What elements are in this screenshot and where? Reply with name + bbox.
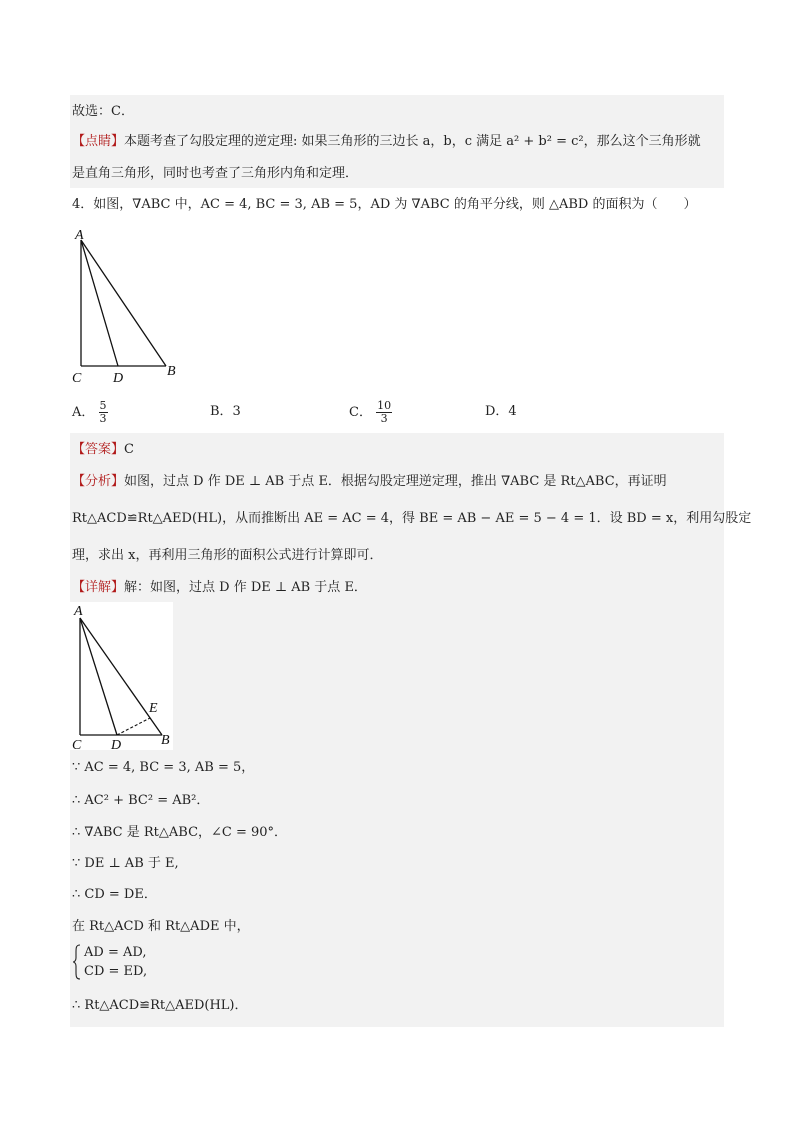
detail-line <box>72 579 367 597</box>
answer-value: C <box>124 442 134 457</box>
step-conclusion: ∴ Rt△ACD≌Rt△AED(HL)． <box>72 998 248 1013</box>
option-c-fraction <box>376 400 392 425</box>
option-a[interactable] <box>72 400 108 425</box>
analysis-line-2: Rt△ACD≌Rt△AED(HL)，从而推断出 AE = AC = 4，得 BE = AB − AE = 5 − 4 = 1．设 BD = x，利用勾股定 <box>72 511 752 526</box>
previous-answer: 故选：C． <box>72 104 134 119</box>
step-2: ∴ AC² + BC² = AB²． <box>72 793 210 808</box>
side-ab <box>81 240 166 366</box>
answer-tag: 【答案】 <box>72 442 125 457</box>
option-a-fraction <box>99 400 108 425</box>
label-a-2: A <box>74 604 83 619</box>
perpendicular-de <box>117 718 150 735</box>
analysis-line-3: 理，求出 x，再利用三角形的面积公式进行计算即可． <box>72 548 383 563</box>
label-e-2: E <box>149 701 158 716</box>
option-c-numerator: 10 <box>377 399 392 412</box>
system-brace <box>72 944 82 980</box>
step-5: ∴ CD = DE． <box>72 887 157 902</box>
option-d[interactable]: D．4 <box>485 404 517 419</box>
label-c-2: C <box>72 738 82 750</box>
option-a-numerator: 5 <box>99 399 107 412</box>
system-eq-1: AD = AD, <box>84 945 147 960</box>
label-b-2: B <box>161 733 170 748</box>
label-d: D <box>113 371 124 386</box>
option-b[interactable]: B．3 <box>210 404 241 419</box>
label-c: C <box>72 371 82 386</box>
option-a-label: A． <box>72 405 95 420</box>
step-3: ∴ ∇ABC 是 Rt△ABC，∠C = 90°． <box>72 825 288 840</box>
step-1: ∵ AC = 4, BC = 3, AB = 5， <box>72 760 255 775</box>
remark-text-1: 本题考查了勾股定理的逆定理: 如果三角形的三边长 a，b，c 满足 a² + b² = c²，那么这个三角形就 <box>124 134 701 149</box>
step-4: ∵ DE ⊥ AB 于 E, <box>72 856 179 871</box>
analysis-tag: 【分析】 <box>72 474 125 489</box>
side-ab-2 <box>80 618 162 735</box>
answer-line <box>72 441 134 459</box>
triangle-figure-1 <box>70 226 190 386</box>
question-text: 4．如图，∇ABC 中，AC = 4, BC = 3, AB = 5，AD 为 ∇ABC 的角平分线，则 △ABD 的面积为（ ） <box>72 197 697 212</box>
option-a-denominator: 3 <box>99 412 107 425</box>
remark-tag: 【点睛】 <box>72 134 125 149</box>
analysis-text-1: 如图，过点 D 作 DE ⊥ AB 于点 E．根据勾股定理逆定理，推出 ∇ABC 是 Rt△ABC，再证明 <box>124 474 667 489</box>
option-c-denominator: 3 <box>380 412 388 425</box>
triangle-figure-2 <box>70 602 173 750</box>
remark-line-2: 是直角三角形，同时也考查了三角形内角和定理． <box>72 166 359 181</box>
label-b: B <box>167 364 176 379</box>
bisector-ad <box>81 240 118 366</box>
option-c-label: C． <box>349 405 372 420</box>
step-6: 在 Rt△ACD 和 Rt△ADE 中， <box>72 919 250 934</box>
system-eq-2: CD = ED, <box>84 964 148 979</box>
option-c[interactable] <box>349 400 392 425</box>
label-d-2: D <box>111 738 122 750</box>
analysis-line-1 <box>72 473 667 491</box>
detail-tag: 【详解】 <box>72 580 125 595</box>
remark-line-1 <box>72 133 701 151</box>
detail-intro: 解：如图，过点 D 作 DE ⊥ AB 于点 E． <box>124 580 367 595</box>
label-a: A <box>75 228 84 243</box>
bisector-ad-2 <box>80 618 117 735</box>
